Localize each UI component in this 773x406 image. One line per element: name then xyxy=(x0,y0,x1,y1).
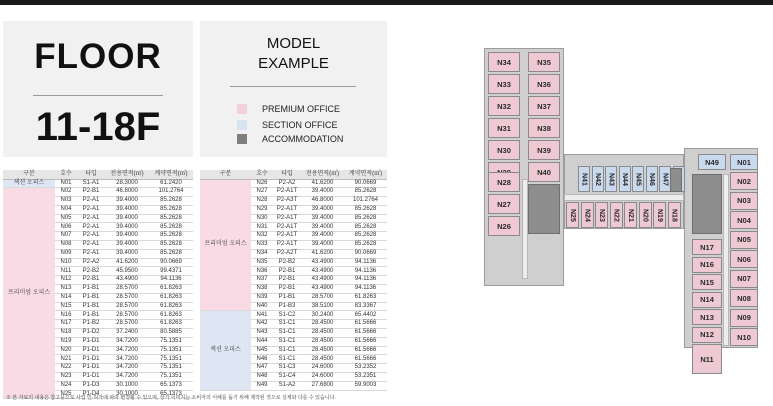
table-header-cell: 타입 xyxy=(273,170,301,179)
table-cell: N08 xyxy=(55,241,77,250)
table-cell: P1-D1 xyxy=(77,346,105,355)
table-cell: 101.2764 xyxy=(344,197,387,206)
table-cell: 75.1351 xyxy=(149,337,193,346)
group-label-cell: 프리미엄 오피스 xyxy=(3,188,55,399)
table-cell: N49 xyxy=(251,381,273,390)
table-cell: P2-A1 xyxy=(77,232,105,241)
unit-n40: N40 xyxy=(528,162,560,182)
table-cell: N30 xyxy=(251,214,273,223)
floor-plan xyxy=(478,44,762,364)
table-cell: N45 xyxy=(251,346,273,355)
core-east xyxy=(692,174,722,234)
unit-n45: N45 xyxy=(632,166,644,192)
table-cell: P1-B1 xyxy=(77,293,105,302)
disclaimer-note: ※ 본 자료의 내용은 참고용으로 사업 인·허가에 따라 변경될 수 있으며, 상기 이미지는 소비자의 이해를 돕기 위해 제작된 것으로 실제와 다를 수 있습니다. xyxy=(6,395,336,401)
table-cell: P2-B1 xyxy=(273,285,301,294)
table-cell: N32 xyxy=(251,232,273,241)
table-cell: N09 xyxy=(55,249,77,258)
table-cell: N38 xyxy=(251,285,273,294)
table-row xyxy=(3,188,193,197)
table-cell: P2-B1 xyxy=(77,276,105,285)
table-cell: 61.5666 xyxy=(344,329,387,338)
table-cell: 28.5700 xyxy=(301,293,344,302)
table-cell: P1-D1 xyxy=(77,373,105,382)
table-cell: P2-A1T xyxy=(273,241,301,250)
table-cell: 61.8263 xyxy=(149,293,193,302)
table-cell: 85.2628 xyxy=(344,214,387,223)
group-label-cell: 섹션 오피스 xyxy=(200,311,251,390)
table-cell: P2-B2 xyxy=(77,267,105,276)
table-cell: P2-B2 xyxy=(273,258,301,267)
table-cell: 46.8000 xyxy=(301,197,344,206)
unit-n03: N03 xyxy=(730,192,758,210)
unit-n33: N33 xyxy=(488,74,520,94)
unit-n21: N21 xyxy=(624,202,637,228)
unit-n37: N37 xyxy=(528,96,560,116)
table-cell: P1-D2 xyxy=(77,329,105,338)
table-cell: 37.2400 xyxy=(105,329,149,338)
model-title xyxy=(200,34,387,74)
unit-n41: N41 xyxy=(578,166,590,192)
table-cell: 85.2628 xyxy=(149,241,193,250)
table-cell: 43.4900 xyxy=(301,258,344,267)
table-cell: N22 xyxy=(55,364,77,373)
table-cell: 61.5666 xyxy=(344,337,387,346)
table-cell: P1-D1 xyxy=(77,355,105,364)
table-cell: P2-A1T xyxy=(273,223,301,232)
table-cell: P2-A2 xyxy=(273,179,301,188)
table-cell: P2-A1 xyxy=(77,205,105,214)
unit-n34: N34 xyxy=(488,52,520,72)
table-cell: N02 xyxy=(55,188,77,197)
table-cell: P2-B1 xyxy=(77,188,105,197)
table-cell: 90.0669 xyxy=(344,249,387,258)
table-cell: 43.4900 xyxy=(105,276,149,285)
unit-n36: N36 xyxy=(528,74,560,94)
table-cell: N15 xyxy=(55,302,77,311)
table-cell: P2-A2 xyxy=(77,258,105,267)
table-cell: 65.1373 xyxy=(149,381,193,390)
legend-label: SECTION OFFICE xyxy=(262,120,338,130)
unit-n13: N13 xyxy=(692,309,722,325)
unit-n46: N46 xyxy=(646,166,658,192)
table-row xyxy=(3,179,193,188)
table-cell: 30.1000 xyxy=(105,390,149,399)
table-cell: 99.4371 xyxy=(149,267,193,276)
table-cell: 28.4500 xyxy=(301,346,344,355)
corridor-east xyxy=(723,174,729,346)
table-cell: 61.8263 xyxy=(149,285,193,294)
group-label-cell: 프리미엄 오피스 xyxy=(200,179,251,311)
unit-n39: N39 xyxy=(528,140,560,160)
table-cell: 39.4000 xyxy=(301,241,344,250)
table-cell: 59.9003 xyxy=(344,381,387,390)
table-cell: 53.2352 xyxy=(344,364,387,373)
unit-n22: N22 xyxy=(610,202,623,228)
table-cell: N20 xyxy=(55,346,77,355)
table-cell: 34.7200 xyxy=(105,364,149,373)
table-cell: P1-B1 xyxy=(273,293,301,302)
unit-n05: N05 xyxy=(730,231,758,249)
core-west xyxy=(528,184,560,234)
unit-n07: N07 xyxy=(730,270,758,288)
table-cell: N24 xyxy=(55,381,77,390)
table-cell: 28.5700 xyxy=(105,302,149,311)
table-cell: 24.6000 xyxy=(301,364,344,373)
unit-n35: N35 xyxy=(528,52,560,72)
unit-n32: N32 xyxy=(488,96,520,116)
table-cell: 85.2628 xyxy=(344,205,387,214)
table-cell: 61.2420 xyxy=(149,179,193,188)
table-cell: 24.6000 xyxy=(301,373,344,382)
unit-n28: N28 xyxy=(488,172,520,192)
table-cell: N31 xyxy=(251,223,273,232)
unit-table-left xyxy=(3,170,193,399)
table-cell: N11 xyxy=(55,267,77,276)
table-cell: 61.5666 xyxy=(344,320,387,329)
table-cell: 85.2628 xyxy=(149,249,193,258)
table-cell: P1-D3 xyxy=(77,381,105,390)
table-cell: 85.2628 xyxy=(149,232,193,241)
table-cell: 85.2628 xyxy=(149,214,193,223)
unit-n47: N47 xyxy=(659,166,671,192)
table-cell: N03 xyxy=(55,197,77,206)
table-header-cell: 계약면적(㎡) xyxy=(344,170,387,179)
table-row xyxy=(200,311,387,320)
unit-table-right xyxy=(200,170,387,391)
table-cell: 94.1136 xyxy=(344,285,387,294)
top-bar xyxy=(0,0,773,5)
table-cell: P2-A1 xyxy=(77,223,105,232)
table-cell: 80.5885 xyxy=(149,329,193,338)
table-cell: N06 xyxy=(55,223,77,232)
table-cell: 28.4500 xyxy=(301,355,344,364)
table-cell: N04 xyxy=(55,205,77,214)
table-cell: N43 xyxy=(251,329,273,338)
table-cell: 61.5666 xyxy=(344,355,387,364)
table-cell: 85.2628 xyxy=(149,197,193,206)
table-cell: N35 xyxy=(251,258,273,267)
table-cell: P1-B3 xyxy=(273,302,301,311)
floor-divider xyxy=(33,95,163,96)
table-cell: P2-A1T xyxy=(273,205,301,214)
table-cell: 39.4000 xyxy=(301,205,344,214)
table-cell: 85.2628 xyxy=(344,241,387,250)
model-title-line1: MODEL xyxy=(266,35,321,52)
table-cell: N28 xyxy=(251,197,273,206)
table-cell: 39.4000 xyxy=(105,197,149,206)
unit-n09: N09 xyxy=(730,309,758,327)
table-cell: 39.4000 xyxy=(301,214,344,223)
unit-n25: N25 xyxy=(566,202,579,228)
table-cell: 85.2628 xyxy=(344,232,387,241)
table-cell: 41.6200 xyxy=(301,249,344,258)
table-cell: 61.8263 xyxy=(149,302,193,311)
table-cell: 61.8263 xyxy=(344,293,387,302)
table-cell: S1-C1 xyxy=(273,355,301,364)
table-cell: N17 xyxy=(55,320,77,329)
table-cell: S1-C1 xyxy=(273,346,301,355)
table-cell: 28.4500 xyxy=(301,337,344,346)
table-cell: N19 xyxy=(55,337,77,346)
table-header-cell: 전용면적(㎡) xyxy=(105,170,149,179)
floor-range: 11-18F xyxy=(35,105,161,149)
table-cell: 90.0669 xyxy=(149,258,193,267)
table-cell: 30.2400 xyxy=(301,311,344,320)
table-cell: N33 xyxy=(251,241,273,250)
model-divider xyxy=(230,86,356,87)
model-title-line2: EXAMPLE xyxy=(258,55,329,72)
table-cell: 61.8263 xyxy=(149,320,193,329)
table-cell: N01 xyxy=(55,179,77,188)
legend-swatch xyxy=(237,120,247,130)
table-header-cell: 호수 xyxy=(251,170,273,179)
table-cell: 39.4000 xyxy=(105,214,149,223)
table-cell: 39.4000 xyxy=(105,241,149,250)
unit-n26: N26 xyxy=(488,216,520,236)
unit-n49: N49 xyxy=(698,154,726,170)
table-cell: P2-A1T xyxy=(273,214,301,223)
table-cell: 94.1136 xyxy=(344,258,387,267)
table-cell: 28.4500 xyxy=(301,329,344,338)
table-cell: 28.5700 xyxy=(105,320,149,329)
table-cell: 75.1351 xyxy=(149,373,193,382)
table-cell: 28.5700 xyxy=(105,293,149,302)
table-cell: 27.6800 xyxy=(301,381,344,390)
table-cell: 85.2628 xyxy=(149,223,193,232)
table-cell: 94.1136 xyxy=(149,276,193,285)
table-cell: P2-A3T xyxy=(273,197,301,206)
table-cell: N05 xyxy=(55,214,77,223)
table-cell: 65.1373 xyxy=(149,390,193,399)
table-cell: N13 xyxy=(55,285,77,294)
table-cell: 34.7200 xyxy=(105,346,149,355)
unit-n23: N23 xyxy=(595,202,608,228)
table-cell: 75.1351 xyxy=(149,355,193,364)
table-cell: N34 xyxy=(251,249,273,258)
unit-n20: N20 xyxy=(639,202,652,228)
table-header-cell: 전용면적(㎡) xyxy=(301,170,344,179)
table-cell: 28.5700 xyxy=(105,285,149,294)
table-cell: P2-A1 xyxy=(77,249,105,258)
table-cell: 39.4000 xyxy=(105,232,149,241)
group-label-cell: 섹션 오피스 xyxy=(3,179,55,188)
table-cell: S1-C2 xyxy=(273,311,301,320)
unit-n19: N19 xyxy=(653,202,666,228)
table-cell: 30.1000 xyxy=(105,381,149,390)
table-cell: N07 xyxy=(55,232,77,241)
table-cell: 46.8000 xyxy=(105,188,149,197)
table-cell: 39.4000 xyxy=(105,205,149,214)
table-cell: P1-B1 xyxy=(77,285,105,294)
unit-n12: N12 xyxy=(692,327,722,343)
table-cell: N37 xyxy=(251,276,273,285)
table-cell: N26 xyxy=(251,179,273,188)
unit-n30: N30 xyxy=(488,140,520,160)
table-cell: 28.5700 xyxy=(105,311,149,320)
corridor-middle xyxy=(564,194,684,201)
table-cell: 28.4500 xyxy=(301,320,344,329)
table-cell: 39.4000 xyxy=(301,188,344,197)
table-cell: 53.2351 xyxy=(344,373,387,382)
table-cell: P2-A1 xyxy=(77,197,105,206)
table-cell: S1-C1 xyxy=(273,320,301,329)
table-cell: P2-A1T xyxy=(273,188,301,197)
table-cell: 75.1351 xyxy=(149,346,193,355)
table-cell: S1-A2 xyxy=(273,381,301,390)
table-cell: 94.1136 xyxy=(344,276,387,285)
table-header-cell: 호수 xyxy=(55,170,77,179)
table-header-row xyxy=(3,170,193,179)
table-cell: N39 xyxy=(251,293,273,302)
table-cell: N41 xyxy=(251,311,273,320)
unit-n01: N01 xyxy=(730,154,758,170)
table-cell: 39.4000 xyxy=(105,223,149,232)
unit-n17: N17 xyxy=(692,239,722,255)
table-cell: 43.4900 xyxy=(301,267,344,276)
unit-n24: N24 xyxy=(581,202,594,228)
table-cell: P2-B1 xyxy=(273,267,301,276)
unit-n38: N38 xyxy=(528,118,560,138)
table-cell: N44 xyxy=(251,337,273,346)
table-cell: P2-B1 xyxy=(273,276,301,285)
unit-n42: N42 xyxy=(592,166,604,192)
table-cell: N14 xyxy=(55,293,77,302)
table-cell: 85.2628 xyxy=(149,205,193,214)
unit-n18: N18 xyxy=(668,202,681,228)
model-example-box xyxy=(200,21,387,157)
table-cell: 34.7200 xyxy=(105,337,149,346)
unit-n44: N44 xyxy=(619,166,631,192)
table-cell: S1-C3 xyxy=(273,364,301,373)
table-cell: N48 xyxy=(251,373,273,382)
table-cell: S1-A1 xyxy=(77,179,105,188)
table-cell: N40 xyxy=(251,302,273,311)
table-cell: N16 xyxy=(55,311,77,320)
unit-n02: N02 xyxy=(730,172,758,190)
table-cell: 85.2628 xyxy=(344,223,387,232)
unit-n15: N15 xyxy=(692,274,722,290)
table-cell: 39.4000 xyxy=(105,249,149,258)
table-cell: 39.4000 xyxy=(301,232,344,241)
table-cell: 34.7200 xyxy=(105,355,149,364)
table-cell: S1-C4 xyxy=(273,373,301,382)
table-cell: N10 xyxy=(55,258,77,267)
unit-n14: N14 xyxy=(692,292,722,308)
unit-n08: N08 xyxy=(730,289,758,307)
floor-title: FLOOR xyxy=(34,37,162,76)
table-header-cell: 계약면적(㎡) xyxy=(149,170,193,179)
table-header-cell: 구분 xyxy=(3,170,55,179)
table-cell: P2-A2T xyxy=(273,249,301,258)
table-cell: N21 xyxy=(55,355,77,364)
table-cell: 28.3000 xyxy=(105,179,149,188)
table-cell: N12 xyxy=(55,276,77,285)
unit-n43: N43 xyxy=(605,166,617,192)
table-cell: N47 xyxy=(251,364,273,373)
unit-n31: N31 xyxy=(488,118,520,138)
unit-n10: N10 xyxy=(730,328,758,346)
table-cell: 41.6200 xyxy=(301,179,344,188)
table-cell: N42 xyxy=(251,320,273,329)
table-cell: 45.9500 xyxy=(105,267,149,276)
table-cell: 90.0669 xyxy=(344,179,387,188)
floor-box xyxy=(3,21,193,157)
table-cell: 75.1351 xyxy=(149,364,193,373)
table-header-row xyxy=(200,170,387,179)
table-cell: 83.3367 xyxy=(344,302,387,311)
table-header-cell: 구분 xyxy=(200,170,251,179)
table-cell: P1-D4 xyxy=(77,390,105,399)
table-cell: P1-D1 xyxy=(77,337,105,346)
table-cell: S1-C1 xyxy=(273,337,301,346)
table-cell: 85.2628 xyxy=(344,188,387,197)
table-cell: 38.5100 xyxy=(301,302,344,311)
unit-n16: N16 xyxy=(692,257,722,273)
table-cell: P2-A1 xyxy=(77,214,105,223)
table-cell: 61.8263 xyxy=(149,311,193,320)
legend-swatch xyxy=(237,104,247,114)
table-cell: 61.5666 xyxy=(344,346,387,355)
table-cell: 43.4900 xyxy=(301,276,344,285)
table-cell: N36 xyxy=(251,267,273,276)
table-cell: N25 xyxy=(55,390,77,399)
table-cell: 94.1136 xyxy=(344,267,387,276)
table-cell: P1-B2 xyxy=(77,320,105,329)
table-cell: 101.2764 xyxy=(149,188,193,197)
table-row xyxy=(200,179,387,188)
table-cell: 43.4900 xyxy=(301,285,344,294)
table-cell: P2-A1 xyxy=(77,241,105,250)
table-cell: N46 xyxy=(251,355,273,364)
core-middle xyxy=(670,168,682,192)
table-cell: N27 xyxy=(251,188,273,197)
table-cell: S1-C1 xyxy=(273,329,301,338)
table-cell: N18 xyxy=(55,329,77,338)
table-cell: 65.4402 xyxy=(344,311,387,320)
table-cell: P1-D1 xyxy=(77,364,105,373)
legend-label: PREMIUM OFFICE xyxy=(262,104,340,114)
unit-n27: N27 xyxy=(488,194,520,214)
table-cell: P1-B1 xyxy=(77,311,105,320)
legend-swatch xyxy=(237,134,247,144)
table-cell: 39.4000 xyxy=(301,223,344,232)
legend-label: ACCOMMODATION xyxy=(262,134,344,144)
unit-n06: N06 xyxy=(730,250,758,268)
table-cell: 41.6200 xyxy=(105,258,149,267)
table-cell: N23 xyxy=(55,373,77,382)
unit-n11: N11 xyxy=(692,344,722,374)
unit-n04: N04 xyxy=(730,211,758,229)
table-cell: P2-A1T xyxy=(273,232,301,241)
table-cell: 34.7200 xyxy=(105,373,149,382)
table-cell: N29 xyxy=(251,205,273,214)
table-cell: P1-B1 xyxy=(77,302,105,311)
table-header-cell: 타입 xyxy=(77,170,105,179)
